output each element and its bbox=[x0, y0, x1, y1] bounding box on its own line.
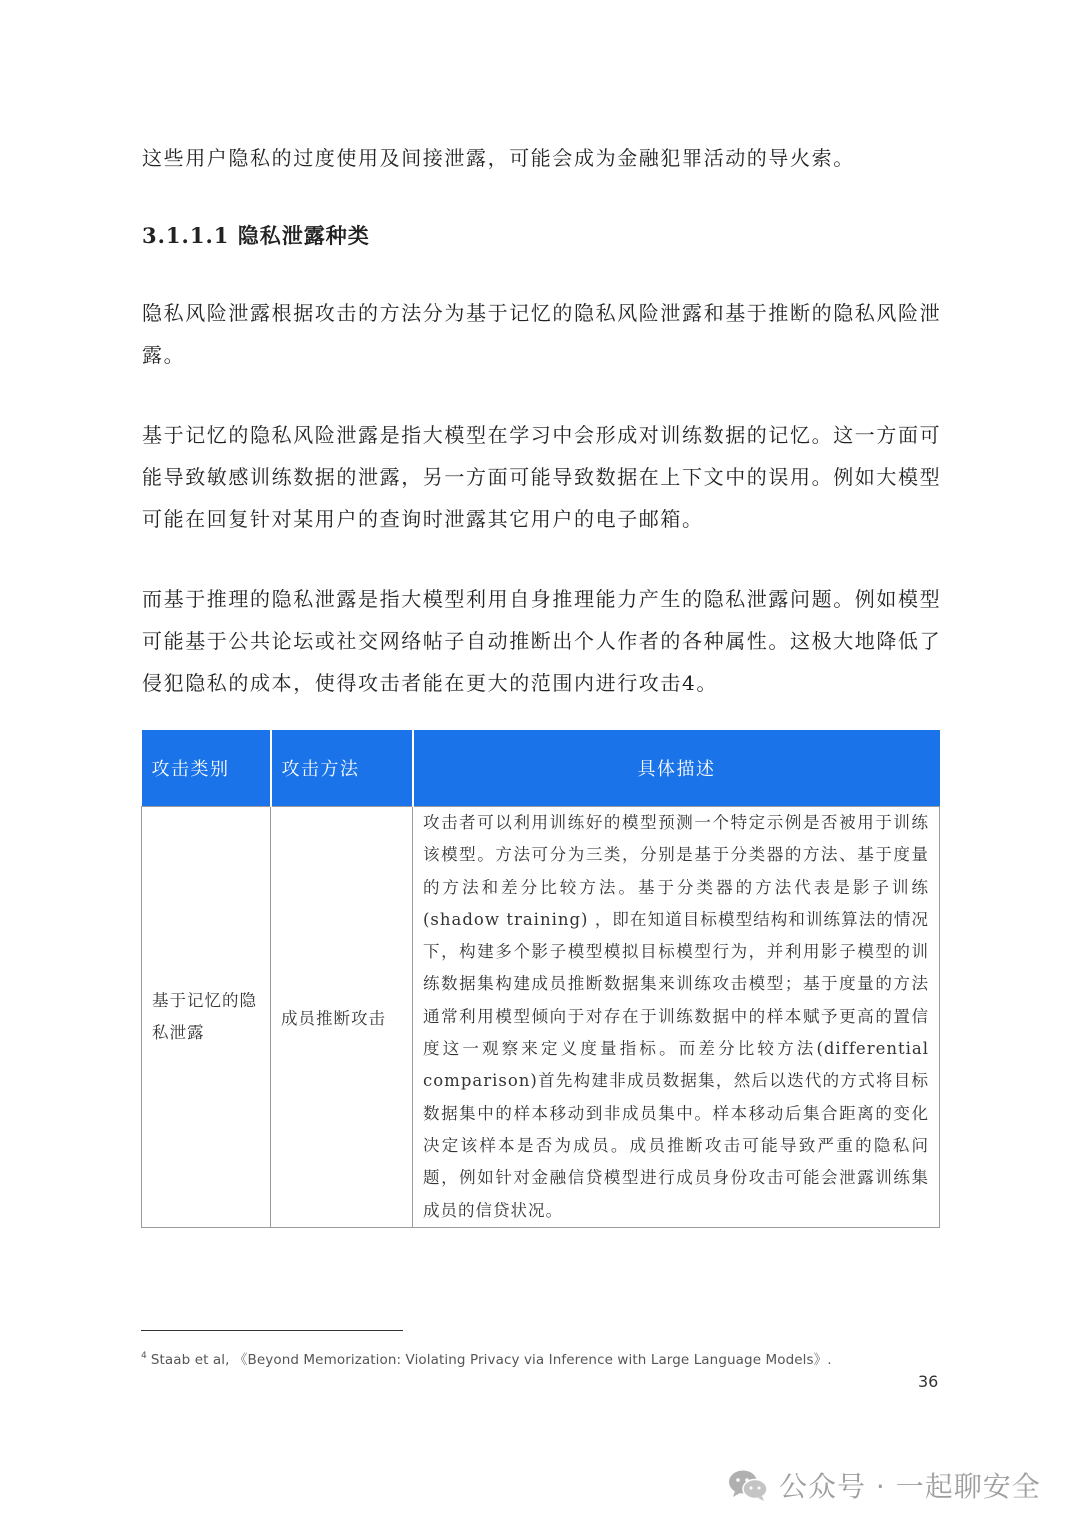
header-description: 具体描述 bbox=[413, 730, 940, 807]
footnote-divider bbox=[141, 1330, 403, 1331]
footnote-text: Staab et al, 《Beyond Memorization: Violating Privacy via Inference with Large Language Models》. bbox=[150, 1352, 832, 1368]
attack-table bbox=[141, 730, 940, 1228]
cell-attack-method: 成员推断攻击 bbox=[271, 807, 413, 1228]
paragraph-memory-based-leak: 基于记忆的隐私风险泄露是指大模型在学习中会形成对训练数据的记忆。这一方面可能导致敏感训练数据的泄露，另一方面可能导致数据在上下文中的误用。例如大模型可能在回复针对某用户的查询时泄露其它用户的电子邮箱。 bbox=[142, 423, 942, 531]
page-number: 36 bbox=[918, 1372, 939, 1391]
cell-attack-category: 基于记忆的隐私泄露 bbox=[142, 807, 271, 1228]
wechat-icon bbox=[727, 1467, 769, 1503]
paragraph-inference-based-leak: 而基于推理的隐私泄露是指大模型利用自身推理能力产生的隐私泄露问题。例如模型可能基于公共论坛或社交网络帖子自动推断出个人作者的各种属性。这极大地降低了侵犯隐私的成本，使得攻击者能在更大的范围内进行攻击4。 bbox=[142, 587, 942, 695]
table-header-row bbox=[142, 730, 940, 807]
footnote bbox=[141, 1348, 832, 1368]
table-row bbox=[142, 807, 940, 1228]
header-attack-method: 攻击方法 bbox=[271, 730, 413, 807]
header-attack-category: 攻击类别 bbox=[142, 730, 271, 807]
footnote-number: 4 bbox=[141, 1351, 147, 1361]
section-heading: 3.1.1.1 隐私泄露种类 bbox=[142, 223, 370, 248]
watermark-text: 公众号 · 一起聊安全 bbox=[779, 1470, 1041, 1503]
watermark bbox=[727, 1460, 1041, 1510]
cell-description: 攻击者可以利用训练好的模型预测一个特定示例是否被用于训练该模型。方法可分为三类，分别是基于分类器的方法、基于度量的方法和差分比较方法。基于分类器的方法代表是影子训练(shadow training) ，即在知道目标模型结构和训练算法的情况下，构建多个影子模型模拟目标模型行为，并利用影子模型的训练数据集构建成员推断数据集来训练攻击模型；基于度量的方法通常利用模型倾向于对存在于训练数据中的样本赋予更高的置信度这一观察来定义度量指标。而差分比较方法(differential comparison)首先构建非成员数据集，然后以迭代的方式将目标数据集中的样本移动到非成员集中。样本移动后集合距离的变化决定该样本是否为成员。成员推断攻击可能导致严重的隐私问题，例如针对金融信贷模型进行成员身份攻击可能会泄露训练集成员的信贷状况。 bbox=[413, 807, 940, 1228]
paragraph-privacy-leak-types: 隐私风险泄露根据攻击的方法分为基于记忆的隐私风险泄露和基于推断的隐私风险泄露。 bbox=[142, 301, 942, 367]
paragraph-intro: 这些用户隐私的过度使用及间接泄露，可能会成为金融犯罪活动的导火索。 bbox=[142, 146, 855, 170]
